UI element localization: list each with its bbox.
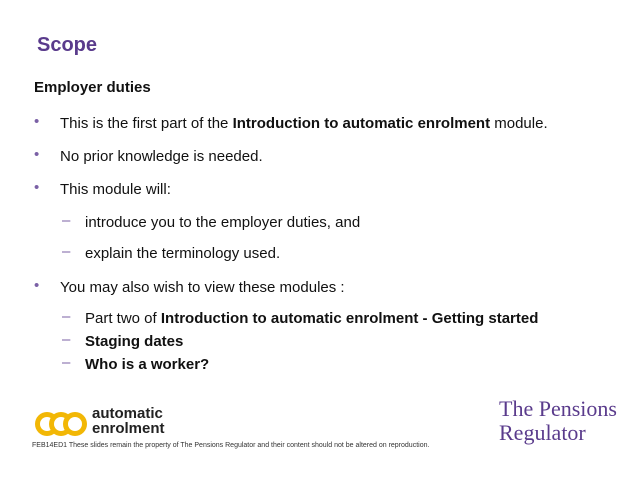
sub-bullet-terminology: explain the terminology used. [85, 245, 281, 262]
automatic-enrolment-logo-text [92, 406, 165, 436]
sub-bullet-part-two[interactable] [85, 310, 538, 327]
staging-dates-link[interactable]: Staging dates [85, 333, 184, 350]
sub-bullet-dash: – [62, 354, 71, 371]
part-two-prefix: Part two of [85, 310, 161, 327]
bullet-other-modules: You may also wish to view these modules : [60, 279, 345, 296]
bullet-intro [60, 115, 548, 132]
bullet-module-will: This module will: [60, 181, 171, 198]
ae-logo-line1: automatic [92, 405, 163, 422]
ae-logo-line2: enrolment [92, 420, 165, 437]
sub-bullet-dash: – [62, 331, 71, 348]
tpr-logo-line2: Regulator [499, 420, 586, 445]
footer-disclaimer: FEB14ED1 These slides remain the property of The Pensions Regulator and their content should not be altered on reproduction. [32, 442, 430, 449]
bullet-prior-knowledge: No prior knowledge is needed. [60, 148, 263, 165]
slide-title: Scope [37, 34, 98, 56]
slide-subtitle: Employer duties [34, 79, 151, 96]
sub-bullet-employer-duties: introduce you to the employer duties, and [85, 214, 361, 231]
sub-bullet-dash: – [62, 243, 71, 260]
sub-bullet-dash: – [62, 212, 71, 229]
getting-started-link[interactable]: Introduction to automatic enrolment - Getting started [160, 310, 539, 327]
sub-bullet-dash: – [62, 308, 71, 325]
bullet-marker: • [34, 146, 40, 163]
bullet-marker: • [34, 113, 40, 130]
bullet-intro-text: This is the first part of the [60, 115, 233, 132]
pensions-regulator-logo [499, 397, 617, 445]
tpr-logo-line1: The Pensions [499, 396, 617, 421]
module-name-link: Introduction to automatic enrolment [232, 115, 491, 132]
who-is-worker-link[interactable]: Who is a worker? [85, 356, 210, 373]
bullet-marker: • [34, 277, 40, 294]
bullet-marker: • [34, 179, 40, 196]
bullet-intro-suffix: module. [490, 115, 548, 132]
automatic-enrolment-logo-icon [34, 404, 94, 444]
